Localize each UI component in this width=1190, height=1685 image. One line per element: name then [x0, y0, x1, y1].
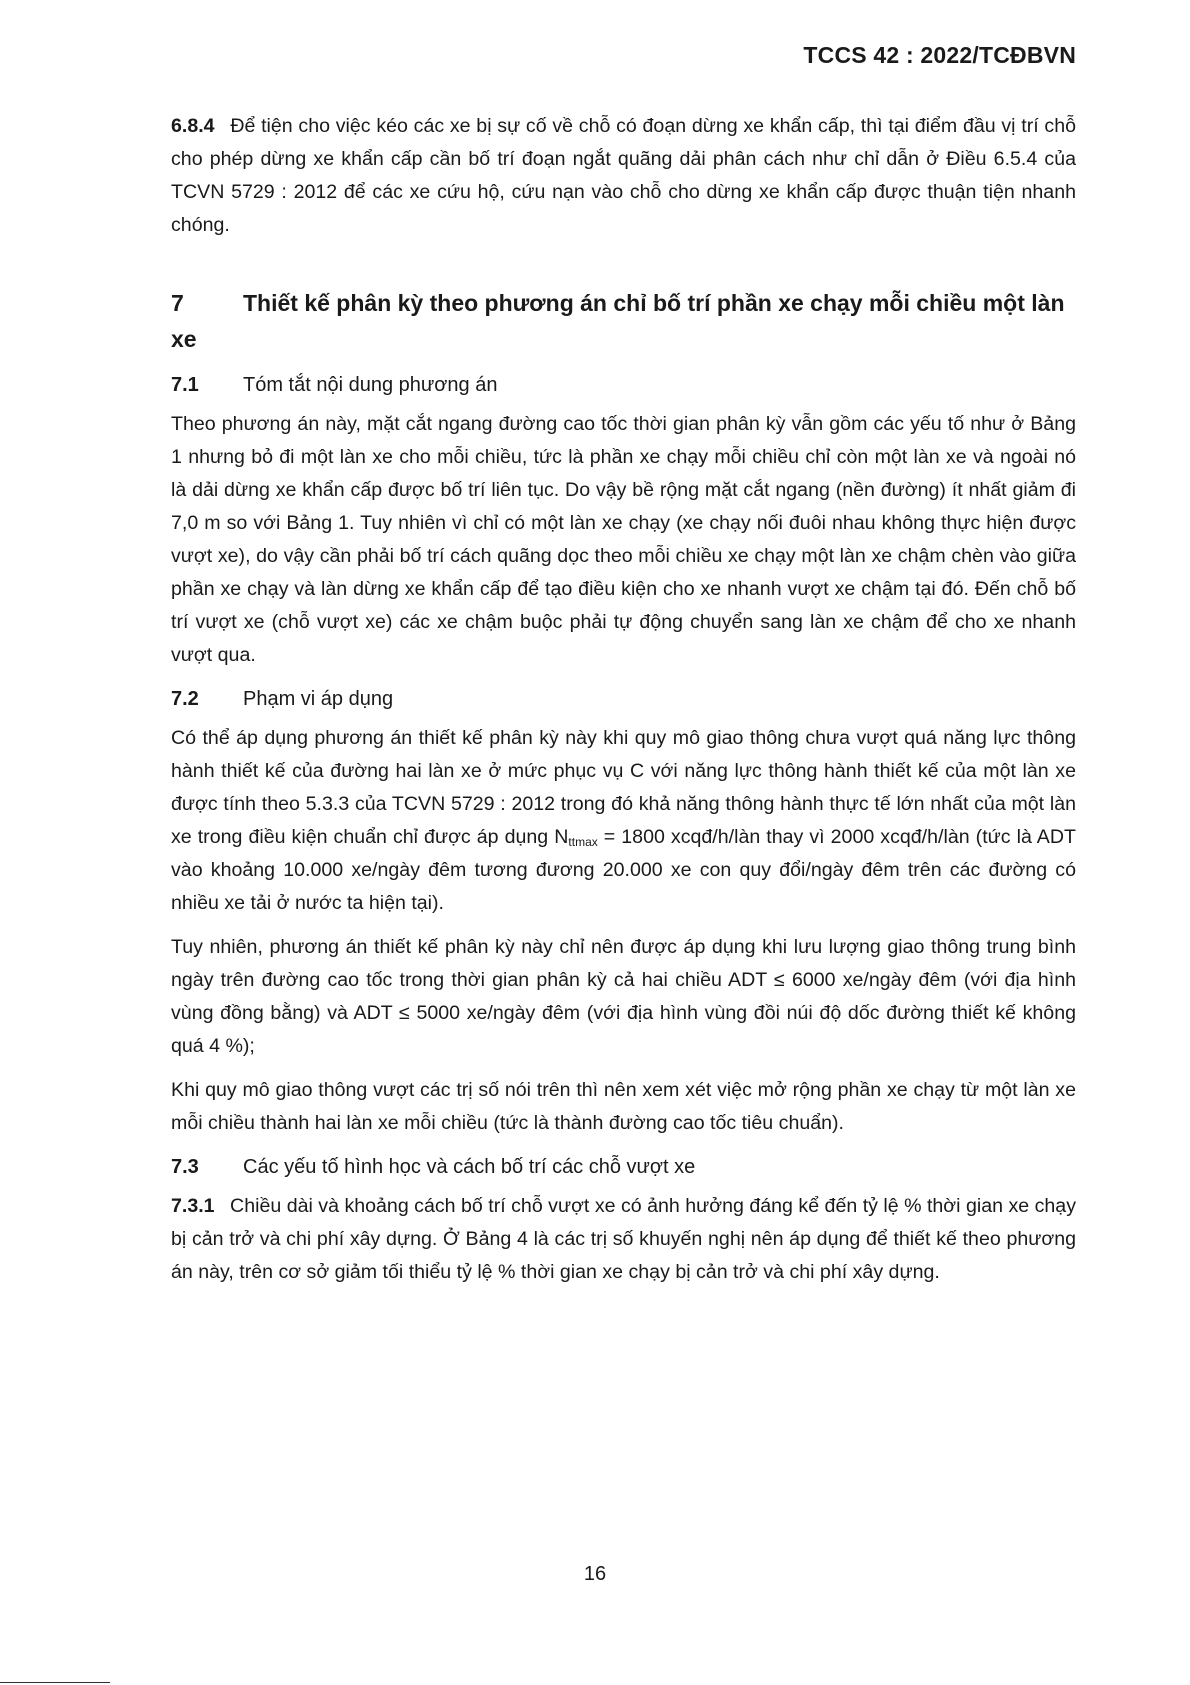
section-7-3-heading [171, 1151, 1076, 1184]
section-7-1-heading [171, 369, 1076, 402]
section-7-heading [171, 285, 1076, 357]
document-body [171, 110, 1076, 1300]
section-7-2-paragraph-3: Khi quy mô giao thông vượt các trị số nói trên thì nên xem xét việc mở rộng phần xe chạy từ một làn xe mỗi chiều thành hai làn xe mỗi chiều (tức là thành đường cao tốc tiêu chuẩn). [171, 1079, 1076, 1134]
clause-number: 6.8.4 [171, 115, 215, 137]
paragraph-text-part: = 1800 xcqđ/h/làn thay vì 2000 xcqđ/h/làn (tức là ADT vào khoảng 10.000 xe/ngày đêm tương đương 20.000 xe con quy đổi/ngày đêm trên các đường có nhiều xe tải ở nước ta hiện tại). [171, 826, 1076, 914]
subsection-title: Phạm vi áp dụng [243, 688, 394, 710]
section-7-2-heading [171, 683, 1076, 716]
subsection-number: 7.2 [171, 688, 199, 710]
subsection-number: 7.3 [171, 1156, 199, 1178]
clause-number: 7.3.1 [171, 1195, 215, 1217]
standard-code-header: TCCS 42 : 2022/TCĐBVN [803, 42, 1076, 68]
clause-7-3-1 [171, 1190, 1076, 1289]
clause-text: Chiều dài và khoảng cách bố trí chỗ vượt xe có ảnh hưởng đáng kể đến tỷ lệ % thời gian xe chạy bị cản trở và chi phí xây dựng. Ở Bảng 4 là các trị số khuyến nghị nên áp dụng để thiết kế theo phương án này, trên cơ sở giảm tối thiểu tỷ lệ % thời gian xe chạy bị cản trở và chi phí xây dựng. [171, 1195, 1076, 1283]
subsection-title: Tóm tắt nội dung phương án [243, 374, 498, 396]
paragraph-text-part: Có thể áp dụng phương án thiết kế phân kỳ này khi quy mô giao thông chưa vượt quá năng lực thông hành thiết kế của đường hai làn xe ở mức phục vụ C với năng lực thông hành thiết kế của một làn xe được tính theo 5.3.3 của TCVN 5729 : 2012 trong đó khả năng thông hành thực tế lớn nhất của một làn xe trong điều kiện chuẩn chỉ được áp dụng N [171, 727, 1076, 848]
subsection-title: Các yếu tố hình học và cách bố trí các chỗ vượt xe [243, 1156, 696, 1178]
page-number: 16 [583, 1563, 607, 1585]
section-7-1-paragraph: Theo phương án này, mặt cắt ngang đường cao tốc thời gian phân kỳ vẫn gồm các yếu tố như ở Bảng 1 nhưng bỏ đi một làn xe cho mỗi chiều, tức là phần xe chạy mỗi chiều chỉ còn một làn xe và ngoài nó là dải dừng xe khẩn cấp được bố trí liên tục. Do vậy bề rộng mặt cắt ngang (nền đường) ít nhất giảm đi 7,0 m so với Bảng 1. Tuy nhiên vì chỉ có một làn xe chạy (xe chạy nối đuôi nhau không thực hiện được vượt xe), do vậy cần phải bố trí cách quãng dọc theo mỗi chiều xe chạy một làn xe chậm chèn vào giữa phần xe chạy và làn dừng xe khẩn cấp để tạo điều kiện cho xe nhanh vượt xe chậm tại đó. Đến chỗ bố trí vượt xe (chỗ vượt xe) các xe chậm buộc phải tự động chuyển sang làn xe chậm để cho xe nhanh vượt qua. [171, 413, 1076, 666]
subscript-ttmax: ttmax [568, 835, 598, 849]
section-title: Thiết kế phân kỳ theo phương án chỉ bố trí phần xe chạy mỗi chiều một làn xe [171, 290, 1065, 352]
subsection-number: 7.1 [171, 374, 199, 396]
clause-6-8-4 [171, 110, 1076, 242]
page-corner-rule [0, 1682, 110, 1683]
section-7-2-paragraph-1 [171, 722, 1076, 920]
clause-text: Để tiện cho việc kéo các xe bị sự cố về chỗ có đoạn dừng xe khẩn cấp, thì tại điểm đầu vị trí chỗ cho phép dừng xe khẩn cấp cần bố trí đoạn ngắt quãng dải phân cách như chỉ dẫn ở Điều 6.5.4 của TCVN 5729 : 2012 để các xe cứu hộ, cứu nạn vào chỗ cho dừng xe khẩn cấp được thuận tiện nhanh chóng. [171, 115, 1076, 236]
section-7-2-paragraph-2: Tuy nhiên, phương án thiết kế phân kỳ này chỉ nên được áp dụng khi lưu lượng giao thông trung bình ngày trên đường cao tốc trong thời gian phân kỳ cả hai chiều ADT ≤ 6000 xe/ngày đêm (với địa hình vùng đồng bằng) và ADT ≤ 5000 xe/ngày đêm (với địa hình vùng đồi núi độ dốc đường thiết kế không quá 4 %); [171, 936, 1076, 1057]
section-number: 7 [171, 290, 184, 316]
